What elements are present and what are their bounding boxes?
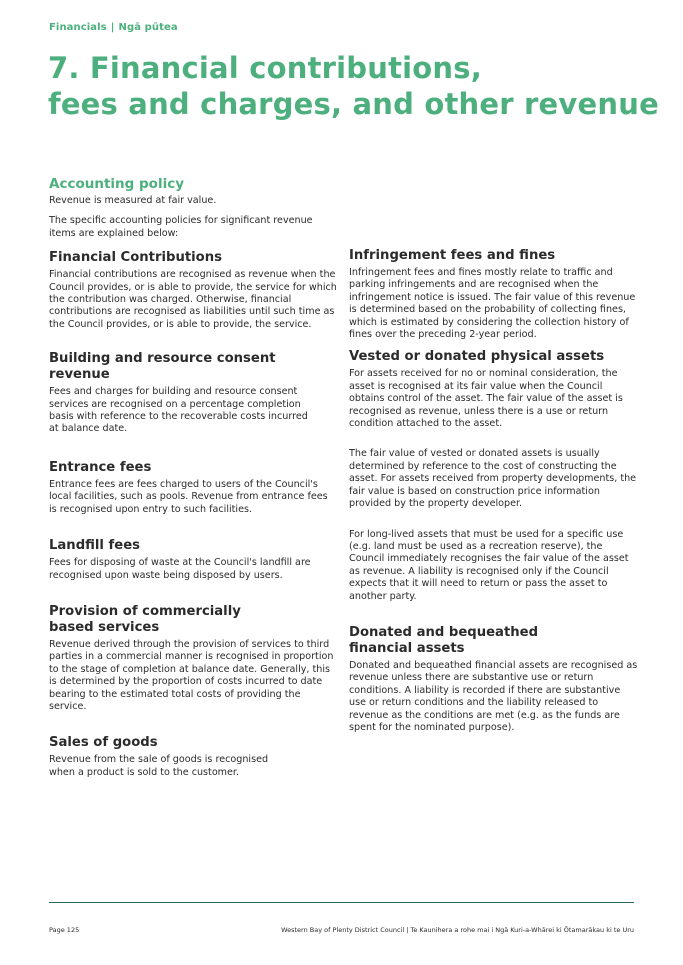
left-column xyxy=(49,176,337,779)
section-body: Revenue from the sale of goods is recognised when a product is sold to the customer. xyxy=(49,754,269,778)
section-title: Building and resource consent revenue xyxy=(49,351,276,383)
section-title xyxy=(349,625,639,657)
accounting-policy-heading: Accounting policy xyxy=(49,176,184,192)
page-title xyxy=(48,50,659,122)
page-title-line2: fees and charges, and other revenue xyxy=(48,87,659,121)
section-body-3: For long-lived assets that must be used for a specific use (e.g. land must be used as a recreation reserve), the Council immediately recognises the fair value of the asset as revenue. A liability is recognised only if the Council expects that it will need to return or pass the asset to another party. xyxy=(349,528,629,602)
breadcrumb-separator: | xyxy=(110,22,115,33)
section-body: Donated and bequeathed financial assets are recognised as revenue unless there are substantive use or return conditions. A liability is recorded if there are substantive use or return conditions and the liability released to revenue as the conditions are met (e.g. as the funds are spent for the nominated purpose). xyxy=(349,659,638,733)
section-title: Sales of goods xyxy=(49,735,158,751)
section-body: Financial contributions are recognised as revenue when the Council provides, or is able to provide, the service for which the contribution was charged. Otherwise, financial contributions are recognised as liabilities until such time as the Council provides, or is able to provide, the service. xyxy=(49,269,337,330)
section-title xyxy=(49,604,337,636)
section-title: Vested or donated physical assets xyxy=(349,349,605,365)
section-title-line1: Provision of commercially xyxy=(49,603,241,619)
breadcrumb-nga-putea: Ngā pūtea xyxy=(118,22,178,33)
section-commercial-services xyxy=(49,604,337,713)
section-body: Infringement fees and fines mostly relate to traffic and parking infringements and are recognised when the infringement notice is issued. The fair value of this revenue is determined based on the probability of collecting fines, which is estimated by considering the collection history of fines over the preceding 2-year period. xyxy=(349,267,636,341)
footer-divider xyxy=(49,902,634,903)
section-breadcrumb xyxy=(49,22,178,33)
section-title: Landfill fees xyxy=(49,538,141,554)
section-title-line2: financial assets xyxy=(349,640,465,656)
section-building-consent xyxy=(49,351,337,436)
right-column xyxy=(349,248,639,734)
breadcrumb-financials: Financials xyxy=(49,22,107,33)
section-infringement-fees xyxy=(349,248,639,341)
section-financial-contributions xyxy=(49,250,337,331)
section-title-line1: Donated and bequeathed xyxy=(349,624,539,640)
section-body: For assets received for no or nominal consideration, the asset is recognised at its fair value when the Council obtains control of the asset. The fair value of the asset is recognised as revenue, unless there is a use or return condition attached to the asset. xyxy=(349,368,623,430)
section-body-2: The fair value of vested or donated assets is usually determined by reference to the cost of constructing the asset. For assets received from property developments, the fair value is based on construction price information provided by the property developer. xyxy=(349,448,637,510)
intro-paragraph-2: The specific accounting policies for significant revenue items are explained below: xyxy=(49,215,313,239)
section-sales-of-goods xyxy=(49,735,337,779)
footer-organisation: Western Bay of Plenty District Council | Te Kaunihera a rohe mai i Ngā Kuri-a-Whārei ki Ōtamarākau ki te Uru xyxy=(281,926,634,934)
page-number: Page 125 xyxy=(49,926,80,934)
section-body: Fees for disposing of waste at the Council's landfill are recognised upon waste being disposed by users. xyxy=(49,557,311,581)
section-entrance-fees xyxy=(49,460,337,516)
section-vested-assets xyxy=(349,349,639,603)
section-body: Fees and charges for building and resource consent services are recognised on a percentage completion basis with reference to the recoverable costs incurred at balance date. xyxy=(49,386,308,435)
section-title: Infringement fees and fines xyxy=(349,248,556,263)
section-body: Entrance fees are fees charged to users of the Council's local facilities, such as pools. Revenue from entrance fees is recognised upon entry to such facilities. xyxy=(49,478,328,515)
page-title-line1: 7. Financial contributions, xyxy=(48,51,482,85)
section-title: Financial Contributions xyxy=(49,250,222,266)
section-title-line2: based services xyxy=(49,619,160,635)
section-donated-financial-assets xyxy=(349,625,639,734)
section-landfill-fees xyxy=(49,538,337,582)
intro-paragraph-1: Revenue is measured at fair value. xyxy=(49,195,217,206)
section-body: Revenue derived through the provision of services to third parties in a commercial manner is recognised in proportion to the stage of completion at balance date. Generally, this is determined by the proportion of costs incurred to date bearing to the estimated total costs of providing the service. xyxy=(49,638,334,712)
section-title: Entrance fees xyxy=(49,459,152,475)
